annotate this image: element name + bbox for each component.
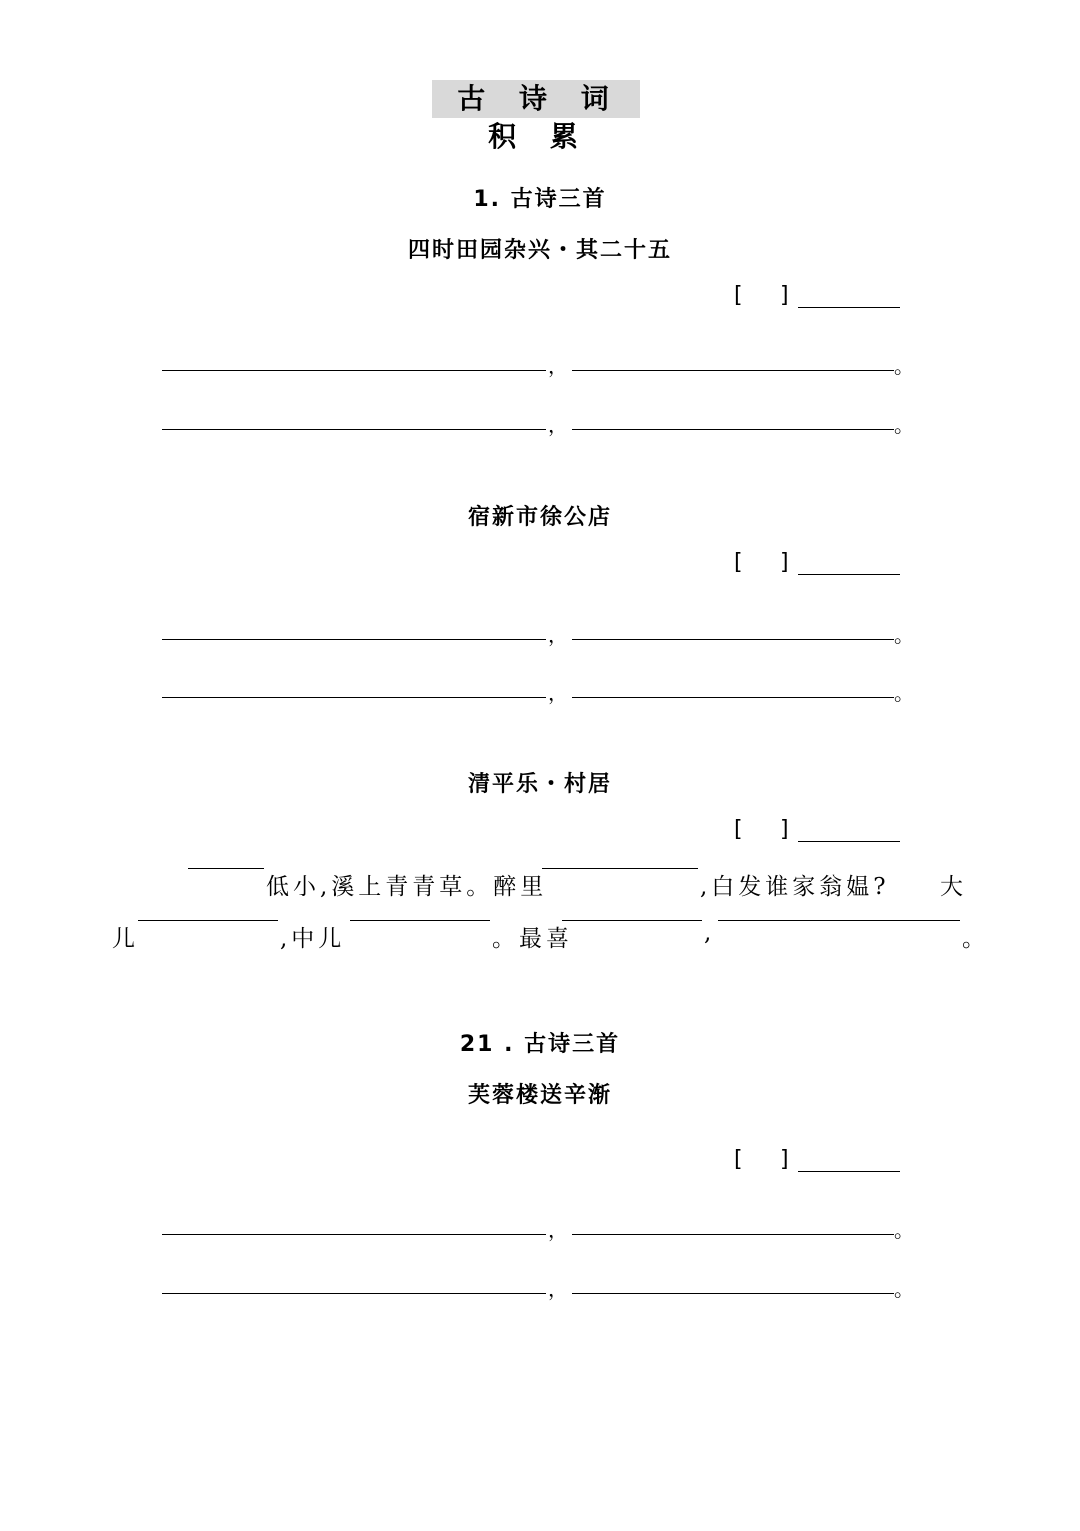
bracket-close: ] (780, 283, 789, 308)
author-field-sishi (734, 283, 796, 308)
poem-title-suxinshi: 宿新市徐公店 (467, 505, 612, 530)
verse-line (0, 350, 1080, 380)
answer-blank[interactable] (162, 429, 546, 430)
answer-blank[interactable] (562, 920, 702, 921)
unit-1-heading: 1. 古诗三首 (473, 187, 607, 212)
answer-blank[interactable] (162, 370, 546, 371)
answer-blank[interactable] (188, 868, 264, 869)
ci-text: , (704, 920, 716, 946)
comma: ， (548, 354, 568, 378)
comma: ， (548, 413, 568, 437)
full-stop: 。 (894, 1277, 914, 1301)
verse-line (0, 409, 1080, 439)
answer-blank[interactable] (162, 639, 546, 640)
author-blank[interactable] (798, 1171, 900, 1172)
comma: ， (548, 1218, 568, 1242)
poem-title-qingpingle: 清平乐・村居 (467, 772, 612, 797)
verse-line (0, 1273, 1080, 1303)
ci-text: 。最喜 (492, 926, 573, 952)
author-blank[interactable] (798, 574, 900, 575)
bracket-close: ] (780, 550, 789, 575)
answer-blank[interactable] (572, 370, 894, 371)
bracket-open: [ (734, 550, 743, 575)
author-field-qingpingle (734, 817, 796, 842)
ci-text: 儿 (112, 926, 139, 952)
ci-text: ,白发谁家翁媪? (700, 874, 890, 900)
author-blank[interactable] (798, 841, 900, 842)
full-stop: 。 (894, 413, 914, 437)
full-stop: 。 (894, 681, 914, 705)
answer-blank[interactable] (162, 697, 546, 698)
full-stop: 。 (894, 623, 914, 647)
bracket-open: [ (734, 817, 743, 842)
answer-blank[interactable] (350, 920, 490, 921)
unit-21-heading: 21 . 古诗三首 (459, 1032, 621, 1057)
ci-text: 大 (940, 874, 967, 900)
answer-blank[interactable] (572, 429, 894, 430)
poem-title-furonglou: 芙蓉楼送辛渐 (467, 1083, 612, 1108)
poem-title-sishi: 四时田园杂兴・其二十五 (407, 238, 672, 263)
answer-blank[interactable] (572, 639, 894, 640)
answer-blank[interactable] (162, 1234, 546, 1235)
answer-blank[interactable] (138, 920, 278, 921)
full-stop: 。 (894, 1218, 914, 1242)
full-stop: 。 (894, 354, 914, 378)
ci-line-1 (0, 868, 1080, 902)
ci-text: ,中儿 (280, 926, 346, 952)
answer-blank[interactable] (572, 1234, 894, 1235)
ci-line-2 (0, 920, 1080, 954)
author-blank[interactable] (798, 307, 900, 308)
answer-blank[interactable] (572, 697, 894, 698)
bracket-close: ] (780, 817, 789, 842)
ci-text: 。 (962, 926, 989, 952)
ci-text: 低小,溪上青青草。醉里 (266, 874, 548, 900)
verse-line (0, 1214, 1080, 1244)
page-title: 古 诗 词 积 累 (432, 80, 640, 118)
author-field-suxinshi (734, 550, 796, 575)
answer-blank[interactable] (162, 1293, 546, 1294)
bracket-open: [ (734, 283, 743, 308)
comma: ， (548, 623, 568, 647)
answer-blank[interactable] (572, 1293, 894, 1294)
bracket-open: [ (734, 1147, 743, 1172)
verse-line (0, 619, 1080, 649)
comma: ， (548, 681, 568, 705)
bracket-close: ] (780, 1147, 789, 1172)
author-field-furonglou (734, 1147, 796, 1172)
answer-blank[interactable] (542, 868, 698, 869)
comma: ， (548, 1277, 568, 1301)
answer-blank[interactable] (718, 920, 960, 921)
verse-line (0, 677, 1080, 707)
